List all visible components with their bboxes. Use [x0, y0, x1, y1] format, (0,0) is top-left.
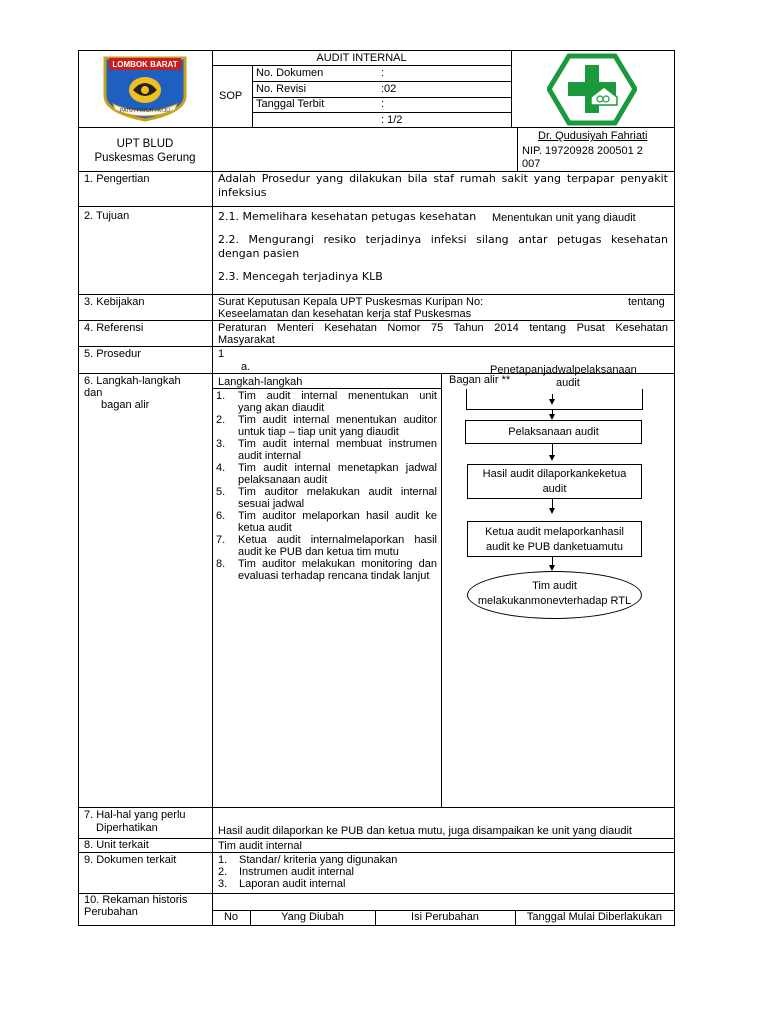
flow-arrow-3	[549, 508, 555, 514]
langkah-step-text-cont: audit ke PUB dan ketua tim mutu	[238, 546, 399, 558]
hal-text: Hasil audit dilaporkan ke PUB dan ketua mutu, juga disampaikan ke unit yang diaudit	[218, 825, 632, 837]
unit-text: Tim audit internal	[218, 840, 302, 852]
field-label-no-dokumen: No. Dokumen	[256, 67, 324, 79]
sop-label: SOP	[219, 90, 243, 102]
flow-box-hasil	[467, 464, 642, 499]
langkah-step-text-cont: evaluasi terhadap rencana tindak lanjut	[238, 570, 430, 582]
dokumen-item-number: 1.	[218, 854, 228, 866]
tujuan-item-2: 2.2. Mengurangi resiko terjadinya infeksi silang antar petugas kesehatan	[218, 233, 668, 246]
langkah-step-number: 4.	[216, 462, 226, 474]
prosedur-sub: a.	[241, 361, 251, 373]
kebijakan-tentang: tentang	[628, 296, 665, 308]
rekaman-header-tanggal: Tanggal Mulai Diberlakukan	[526, 911, 663, 923]
prosedur-overlay-cont: audit	[556, 377, 580, 389]
langkah-step-text: Tim audit internal menetapkan jadwal	[238, 462, 437, 474]
signer-nip-cont: 007	[522, 158, 541, 170]
langkah-step	[216, 414, 437, 438]
label-rekaman-cont: Perubahan	[84, 906, 138, 918]
flow-arrow-2	[549, 455, 555, 461]
langkah-step-text: Tim auditor melakukan monitoring dan	[238, 558, 437, 570]
flow-box-ketua-text: Ketua audit melaporkanhasil	[485, 526, 624, 538]
flow-arrow-0	[549, 399, 555, 405]
label-pengertian: 1. Pengertian	[84, 173, 150, 185]
field-value-no-revisi: :02	[381, 83, 397, 95]
puskesmas-logo	[547, 53, 637, 126]
label-dokumen: 9. Dokumen terkait	[84, 854, 177, 866]
langkah-step-text: Tim audit internal menentukan auditor	[238, 414, 437, 426]
flow-box-pelaksanaan	[465, 420, 642, 444]
langkah-step	[216, 534, 437, 558]
field-label-no-revisi: No. Revisi	[256, 83, 307, 95]
label-hal: 7. Hal-hal yang perlu	[84, 809, 186, 821]
referensi-text-cont: Masyarakat	[218, 334, 275, 346]
langkah-step-text: Tim audit internal menentukan unit	[238, 390, 437, 402]
langkah-step-text-cont: yang akan diaudit	[238, 402, 325, 414]
langkah-step-number: 1.	[216, 390, 226, 402]
label-referensi: 4. Referensi	[84, 322, 144, 334]
signer-name: Dr. Qudusiyah Fahriati	[538, 130, 648, 142]
org-unit: Puskesmas Gerung	[94, 152, 196, 164]
flow-top-bracket-right	[642, 389, 643, 409]
pengertian-text-cont: infeksius	[218, 186, 267, 199]
lombok-barat-logo	[99, 54, 191, 122]
langkah-step	[216, 462, 437, 486]
field-value-tanggal-terbit: :	[381, 98, 385, 110]
field-value-no-dokumen: :	[381, 67, 385, 79]
field-label-tanggal-terbit: Tanggal Terbit	[256, 98, 325, 110]
flow-box-ketua-text-cont: audit ke PUB danketuamutu	[486, 541, 623, 553]
column-header-bagan-alir: Bagan alir **	[449, 374, 511, 386]
label-langkah: 6. Langkah-langkah	[84, 375, 181, 387]
flow-box-hasil-text: Hasil audit dilaporkankeketua	[482, 468, 627, 480]
langkah-step-text: Tim auditor melaporkan hasil audit ke	[238, 510, 437, 522]
dokumen-item-number: 3.	[218, 878, 228, 890]
label-hal-cont: Diperhatikan	[96, 822, 158, 834]
langkah-step-text-cont: untuk tiap – tiap unit yang diaudit	[238, 426, 399, 438]
svg-text:PATUT PATUH PATJU: PATUT PATUH PATJU	[120, 108, 170, 114]
kebijakan-text-cont: Keseelamatan dan kesehatan kerja staf Puskesmas	[218, 308, 472, 320]
flow-overlay-text: Menentukan unit yang diaudit	[492, 212, 636, 224]
rekaman-header-isi: Isi Perubahan	[411, 911, 479, 923]
label-tujuan: 2. Tujuan	[84, 210, 130, 222]
prosedur-number: 1	[218, 348, 225, 360]
prosedur-overlay: Penetapanjadwalpelaksanaan	[490, 364, 637, 376]
langkah-step-number: 2.	[216, 414, 226, 426]
flowchart	[442, 374, 674, 807]
langkah-step	[216, 438, 437, 462]
flow-ellipse-text: Tim audit	[532, 580, 577, 592]
label-unit: 8. Unit terkait	[84, 839, 149, 851]
langkah-step-text: Tim auditor melakukan audit internal	[238, 486, 437, 498]
langkah-step-number: 3.	[216, 438, 226, 450]
flow-top-bracket-left	[466, 389, 467, 409]
label-bagan-alir: bagan alir	[101, 399, 150, 411]
tujuan-item-3: 2.3. Mencegah terjadinya KLB	[218, 270, 383, 283]
column-header-langkah: Langkah-langkah	[218, 376, 303, 388]
flow-box-ketua	[467, 521, 642, 557]
flow-box-pelaksanaan-text: Pelaksanaan audit	[508, 426, 599, 438]
label-kebijakan: 3. Kebijakan	[84, 296, 145, 308]
tujuan-item-1: 2.1. Memelihara kesehatan petugas kesehatan	[218, 210, 477, 223]
rekaman-header-no: No	[223, 911, 239, 923]
flow-ellipse-text-cont: melakukanmonevterhadap RTL	[477, 595, 632, 607]
langkah-step	[216, 390, 437, 414]
flow-ellipse-monev	[467, 571, 642, 619]
dokumen-item-text: Laporan audit internal	[239, 878, 346, 890]
langkah-list	[216, 390, 437, 582]
langkah-step-number: 6.	[216, 510, 226, 522]
langkah-step-number: 7.	[216, 534, 226, 546]
langkah-step-text-cont: ketua audit	[238, 522, 292, 534]
langkah-step	[216, 510, 437, 534]
flow-top-bracket-bottom	[466, 409, 643, 410]
svg-text:LOMBOK BARAT: LOMBOK BARAT	[112, 60, 178, 69]
org-name: UPT BLUD	[116, 138, 174, 150]
langkah-step	[216, 486, 437, 510]
flow-box-hasil-text-cont: audit	[542, 483, 567, 495]
signer-nip: NIP. 19720928 200501 2	[522, 145, 643, 157]
langkah-step-number: 5.	[216, 486, 226, 498]
dokumen-item-text: Standar/ kriteria yang digunakan	[239, 854, 398, 866]
rekaman-header-diubah: Yang Diubah	[281, 911, 344, 923]
langkah-step	[216, 558, 437, 582]
field-value-halaman: : 1/2	[381, 114, 403, 126]
langkah-step-number: 8.	[216, 558, 226, 570]
pengertian-text: Adalah Prosedur yang dilakukan bila staf rumah sakit yang terpapar penyakit	[218, 172, 668, 185]
document-title: AUDIT INTERNAL	[316, 52, 407, 64]
label-langkah-dan: dan	[84, 387, 103, 399]
kebijakan-text: Surat Keputusan Kepala UPT Puskesmas Kuripan No:	[218, 296, 484, 308]
label-prosedur: 5. Prosedur	[84, 348, 141, 360]
referensi-text: Peraturan Menteri Kesehatan Nomor 75 Tahun 2014 tentang Pusat Kesehatan	[218, 322, 668, 334]
langkah-step-text-cont: sesuai jadwal	[238, 498, 305, 510]
dokumen-item-text: Instrumen audit internal	[239, 866, 354, 878]
langkah-step-text-cont: audit internal	[238, 450, 301, 462]
tujuan-item-2-cont: dengan pasien	[218, 247, 300, 260]
langkah-step-text-cont: pelaksanaan audit	[238, 474, 328, 486]
label-rekaman: 10. Rekaman historis	[84, 894, 188, 906]
langkah-step-text: Tim audit internal membuat instrumen	[238, 438, 437, 450]
langkah-step-text: Ketua audit internalmelaporkan hasil	[238, 534, 437, 546]
dokumen-item-number: 2.	[218, 866, 228, 878]
